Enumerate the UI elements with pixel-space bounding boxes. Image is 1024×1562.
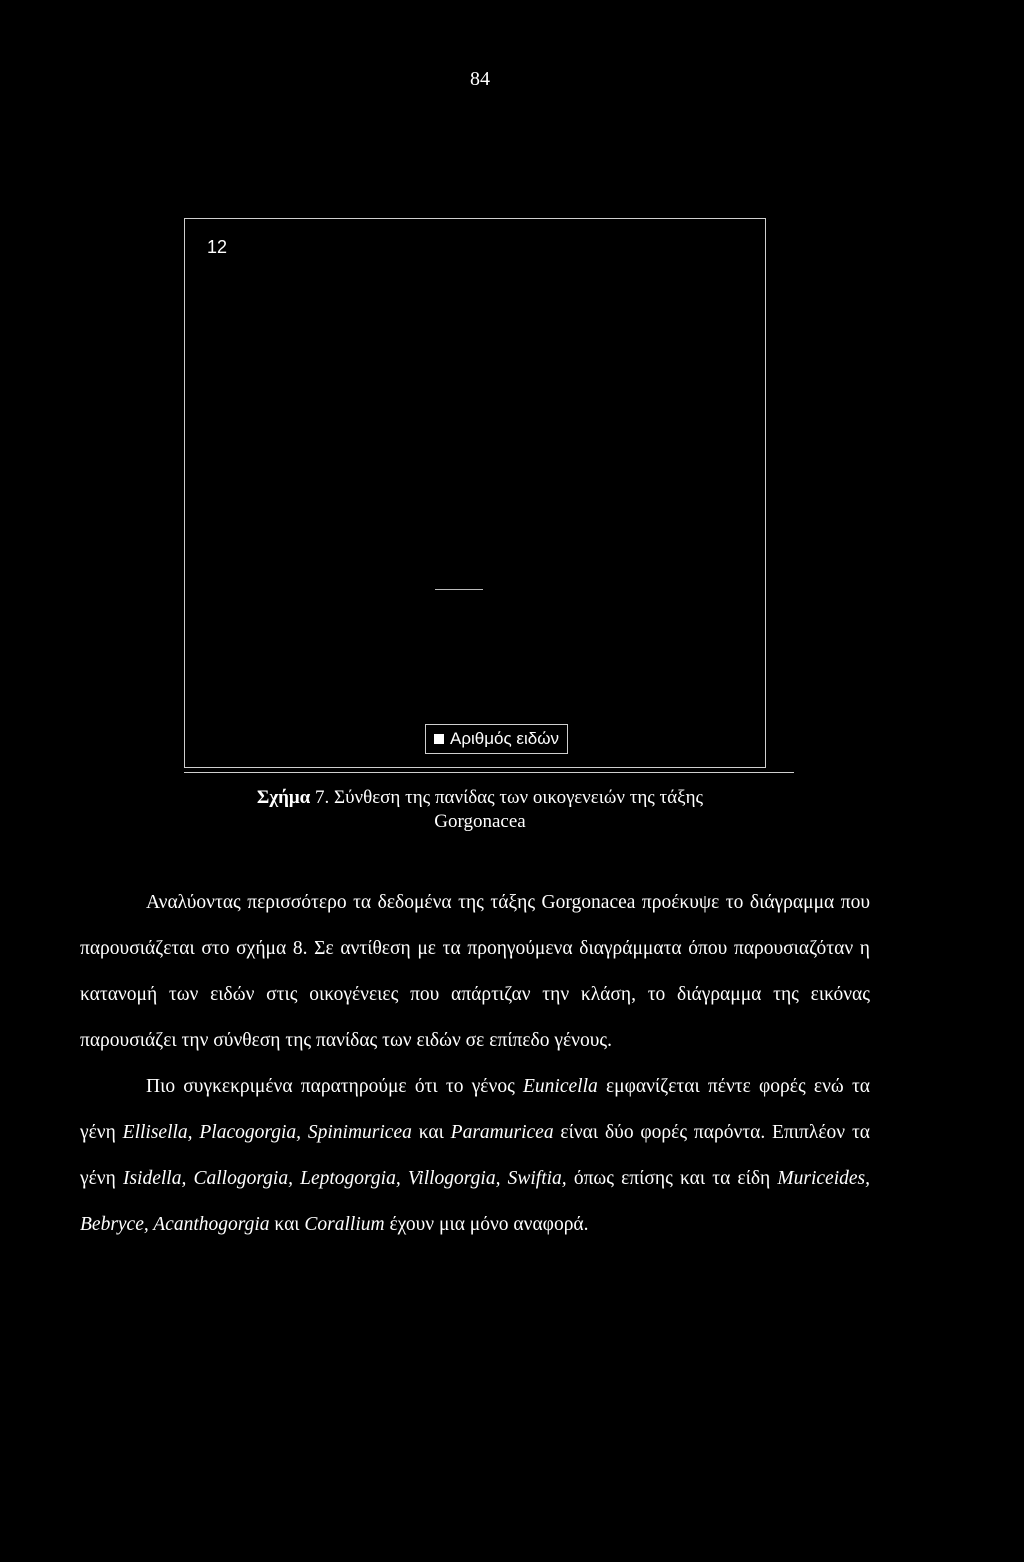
italic-run: Ellisella, Placogorgia, Spinimuricea <box>122 1122 412 1143</box>
text-run: και <box>411 1122 451 1143</box>
body-text <box>80 880 870 1248</box>
legend-label: Αριθμός ειδών <box>450 729 559 748</box>
figure-caption <box>0 786 960 834</box>
caption-line-1 <box>0 786 960 810</box>
chart-frame <box>184 218 766 768</box>
caption-line-2: Gorgonacea <box>434 811 526 832</box>
text-run: έχουν μια μόνο αναφορά. <box>384 1214 589 1235</box>
chart-baseline <box>184 772 794 773</box>
series-mark <box>435 589 483 590</box>
caption-label: Σχήμα <box>256 787 311 808</box>
italic-run: Eunicella <box>523 1076 598 1097</box>
text-run: είναι δύο φορές παρόντα. Επιπλέον τα γένη <box>80 1122 870 1189</box>
legend-swatch <box>434 734 444 744</box>
caption-text-1: Σύνθεση της πανίδας των οικογενειών της τάξης <box>334 787 704 808</box>
text-run: και <box>269 1214 305 1235</box>
italic-run: Corallium <box>304 1214 385 1235</box>
italic-run: Muriceides, Bebryce, Acanthogorgia <box>80 1168 870 1235</box>
italic-run: Isidella, Callogorgia, Leptogorgia, Villogorgia, Swiftia, <box>122 1168 567 1189</box>
italic-run: Paramuricea <box>450 1122 554 1143</box>
text-run: εμφανίζεται πέντε φορές ενώ τα γένη <box>80 1076 870 1143</box>
caption-number: 7. <box>315 787 330 808</box>
y-tick-label: 12 <box>207 237 228 257</box>
text-run: όπως επίσης και τα είδη <box>566 1168 778 1189</box>
paragraph-2 <box>80 1064 870 1248</box>
text-run: Πιο συγκεκριμένα παρατηρούμε ότι το γένος <box>146 1076 524 1097</box>
legend <box>425 724 568 754</box>
paragraph-1: Αναλύοντας περισσότερο τα δεδομένα της τάξης Gorgonacea προέκυψε το διάγραμμα που παρουσιάζεται στο σχήμα 8. Σε αντίθεση με τα προηγούμενα διαγράμματα όπου παρουσιαζόταν η κατανομή των ειδών στις οικογένειες που απάρτιζαν την κλάση, το διάγραμμα της εικόνας παρουσιάζει την σύνθεση της πανίδας των ειδών σε επίπεδο γένους. <box>80 892 870 1051</box>
page-number: 84 <box>470 68 490 90</box>
